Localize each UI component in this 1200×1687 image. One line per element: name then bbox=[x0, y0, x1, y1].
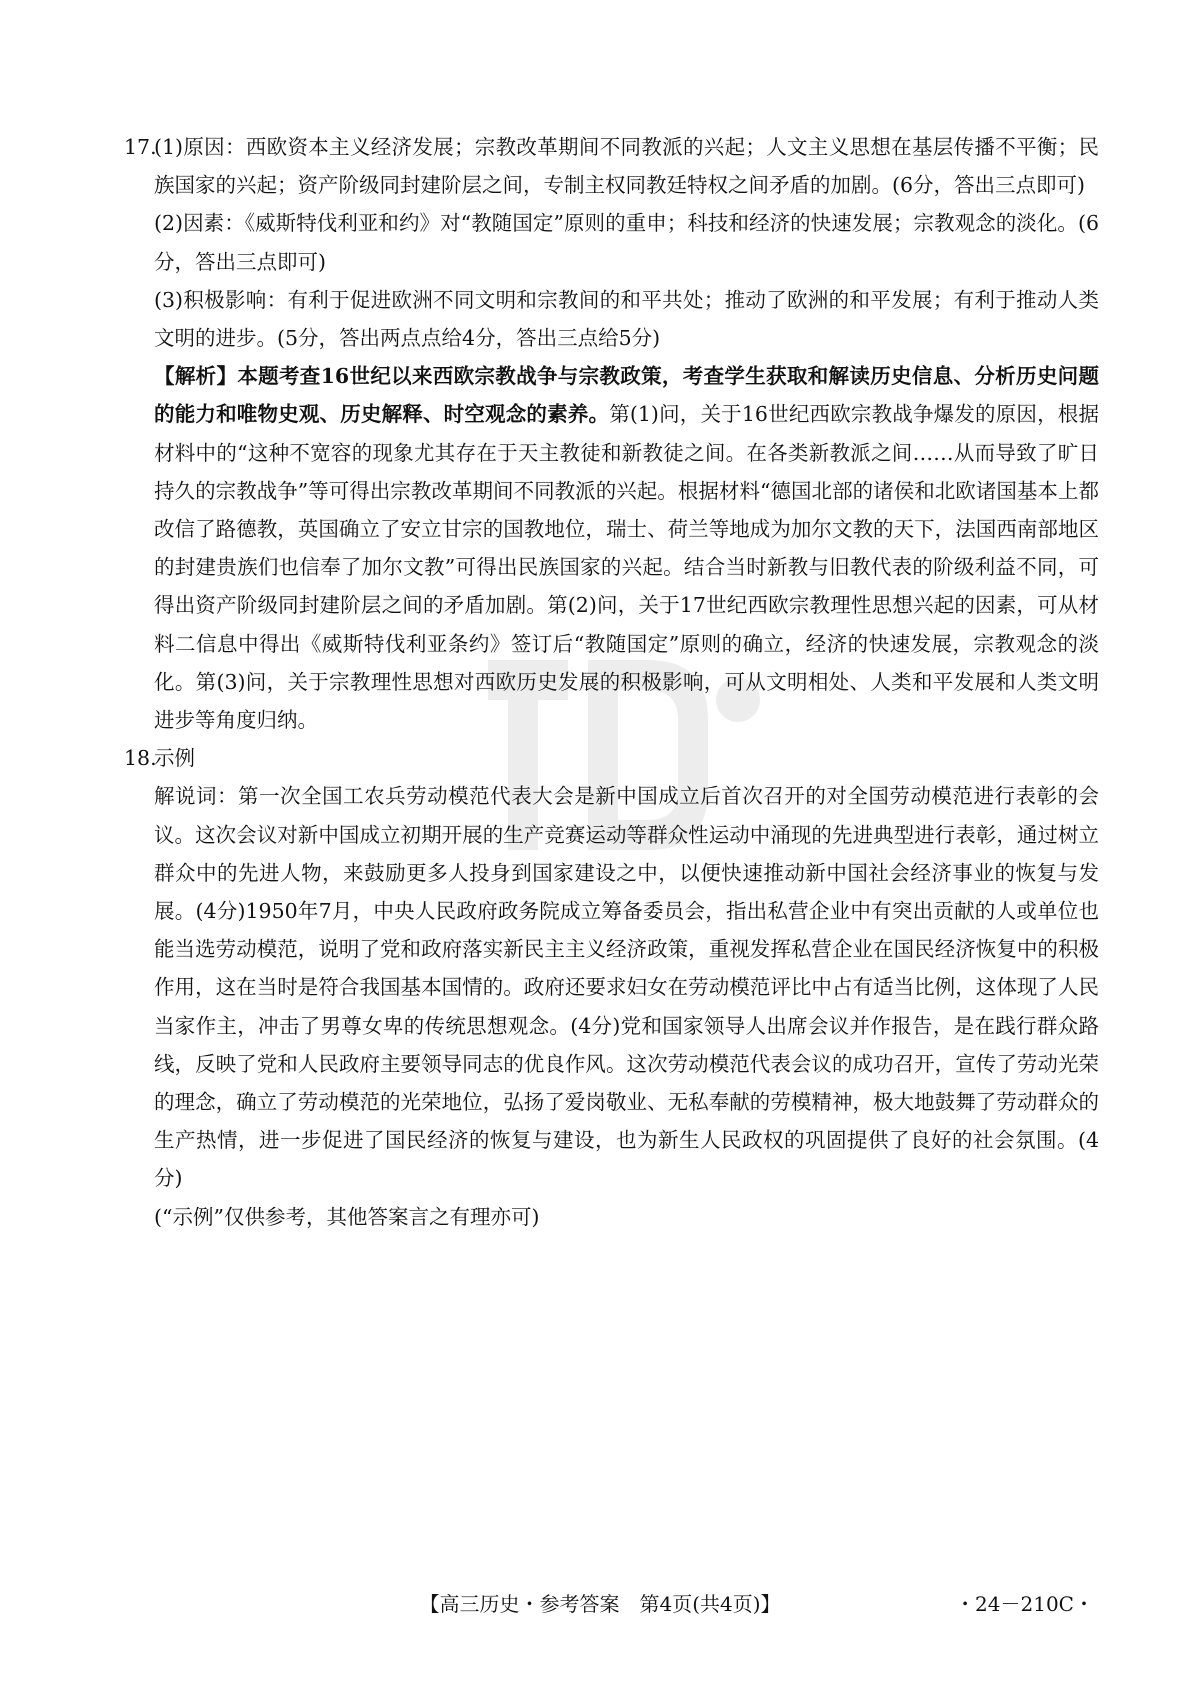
q17-analysis-body: 第(1)问，关于16世纪西欧宗教战争爆发的原因，根据材料中的“这种不宽容的现象尤其存在于天主教徒和新教徒之间。在各类新教派之间……从而导致了旷日持久的宗教战争”等可得出宗教改革期间不同教派的兴起。根据材料“德国北部的诸侯和北欧诸国基本上都改信了路德教，英国确立了安立甘宗的国教地位，瑞士、荷兰等地成为加尔文教的天下，法国西南部地区的封建贵族们也信奉了加尔文教”可得出民族国家的兴起。结合当时新教与旧教代表的阶级利益不同，可得出资产阶级同封建阶层之间的矛盾加剧。第(2)问，关于17世纪西欧宗教理性思想兴起的因素，可从材料二信息中得出《威斯特伐利亚条约》签订后“教随国定”原则的确立，经济的快速发展，宗教观念的淡化。第(3)问，关于宗教理性思想对西欧历史发展的积极影响，可从文明相处、人类和平发展和人类文明进步等角度归纳。 bbox=[154, 402, 1099, 733]
question-17 bbox=[124, 128, 1099, 739]
q18-heading: 示例 bbox=[154, 746, 195, 771]
question-17-number: 17. bbox=[124, 135, 157, 159]
q18-body: 解说词：第一次全国工农兵劳动模范代表大会是新中国成立后首次召开的对全国劳动模范进行表彰的会议。这次会议对新中国成立初期开展的生产竞赛运动等群众性运动中涌现的先进典型进行表彰，通过树立群众中的先进人物，来鼓励更多人投身到国家建设之中，以便快速推动新中国社会经济事业的恢复与发展。(4分)1950年7月，中央人民政府政务院成立筹备委员会，指出私营企业中有突出贡献的人或单位也能当选劳动模范，说明了党和政府落实新民主主义经济政策，重视发挥私营企业在国民经济恢复中的积极作用，这在当时是符合我国基本国情的。政府还要求妇女在劳动模范评比中占有适当比例，这体现了人民当家作主，冲击了男尊女卑的传统思想观念。(4分)党和国家领导人出席会议并作报告，是在践行群众路线，反映了党和人民政府主要领导同志的优良作风。这次劳动模范代表会议的成功召开，宣传了劳动光荣的理念，确立了劳动模范的光荣地位，弘扬了爱岗敬业、无私奉献的劳模精神，极大地鼓舞了劳动群众的生产热情，进一步促进了国民经济的恢复与建设，也为新生人民政权的巩固提供了良好的社会氛围。(4分) bbox=[154, 784, 1099, 1191]
q17-part-2: (2)因素：《威斯特伐利亚和约》对“教随国定”原则的重申；科技和经济的快速发展；宗教观念的淡化。(6分，答出三点即可) bbox=[154, 211, 1099, 274]
q18-note: (“示例”仅供参考，其他答案言之有理亦可) bbox=[154, 1204, 540, 1229]
q17-part-1: (1)原因：西欧资本主义经济发展；宗教改革期间不同教派的兴起；人文主义思想在基层传播不平衡；民族国家的兴起；资产阶级同封建阶层之间，专制主权同教廷特权之间矛盾的加剧。(6分，答出三点即可) bbox=[154, 135, 1099, 198]
page-footer bbox=[0, 1586, 1200, 1622]
q17-analysis-lead: 【解析】本题考查16世纪以来西欧宗教战争与宗教政策，考查学生获取和解读历史信息、分析历史问题的能力和唯物史观、历史解释、时空观念的素养。 bbox=[154, 364, 1099, 427]
q17-analysis bbox=[154, 357, 1099, 739]
question-18-number: 18. bbox=[124, 746, 157, 771]
q17-part-3: (3)积极影响：有利于促进欧洲不同文明和宗教间的和平共处；推动了欧洲的和平发展；有利于推动人类文明的进步。(5分，答出两点点给4分，答出三点给5分) bbox=[154, 287, 1099, 351]
answer-content bbox=[124, 128, 1099, 1236]
footer-page-info: 【高三历史・参考答案 第4页(共4页)】 bbox=[419, 1592, 781, 1616]
question-18 bbox=[124, 739, 1099, 1236]
footer-exam-code: ・24－210C・ bbox=[955, 1592, 1094, 1616]
